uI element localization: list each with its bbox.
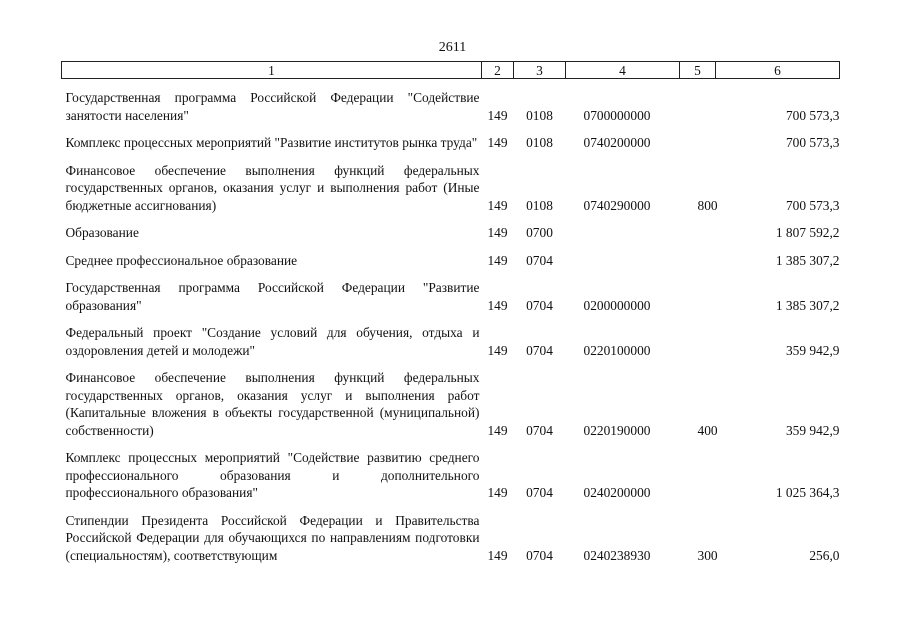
row-admin-code-cell: 149 [487,135,508,150]
row-section-code-cell: 0108 [526,197,553,213]
row-admin-code-cell: 149 [487,197,508,213]
row-target-code-cell [566,214,680,242]
header-col-3: 3 [514,62,566,79]
table-row [62,269,840,314]
row-amount-cell: 700 573,3 [785,197,840,213]
row-expense-type-cell: 300 [697,547,718,563]
table-row [62,124,840,152]
table-row [62,152,840,215]
header-col-5: 5 [680,62,716,79]
header-col-1: 1 [62,62,482,79]
row-target-code-cell: 0240238930 [583,547,651,563]
row-section-code-cell: 0108 [526,135,553,150]
row-name-cell: Финансовое обеспечение выполнения функций федеральных государственных органов, оказания услуг и выполнения работ (Иные бюджетные ассигнования) [65,162,480,213]
row-amount-cell: 359 942,9 [785,342,840,358]
row-section-code-cell: 0704 [526,297,553,313]
row-admin-code-cell: 149 [487,422,508,438]
row-expense-type-cell [680,314,716,359]
table-row [62,359,840,439]
row-target-code-cell: 0740200000 [583,135,651,150]
row-admin-code-cell: 149 [487,252,508,268]
row-admin-code-cell: 149 [487,107,508,123]
row-name-cell: Федеральный проект "Создание условий для обучения, отдыха и оздоровления детей и молодежи" [65,325,480,358]
row-name-cell: Образование [65,225,139,240]
header-col-6: 6 [716,62,840,79]
row-admin-code-cell: 149 [487,297,508,313]
table-row [62,502,840,565]
table-row [62,214,840,242]
row-expense-type-cell: 800 [697,197,718,213]
row-admin-code-cell: 149 [487,225,508,240]
row-section-code-cell: 0704 [526,547,553,563]
row-amount-cell: 700 573,3 [785,107,840,123]
table-row [62,79,840,125]
row-expense-type-cell [680,124,716,152]
row-section-code-cell: 0704 [526,485,553,500]
row-admin-code-cell: 149 [487,485,508,500]
row-name-cell: Государственная программа Российской Федерации "Развитие образования" [65,280,480,313]
row-name-cell: Среднее профессиональное образование [65,252,298,268]
row-target-code-cell: 0220100000 [583,342,651,358]
row-admin-code-cell: 149 [487,547,508,563]
budget-table [61,61,840,564]
row-target-code-cell [566,242,680,270]
row-amount-cell: 1 385 307,2 [775,252,840,268]
row-name-cell: Комплекс процессных мероприятий "Развитие институтов рынка труда" [65,135,478,150]
row-expense-type-cell: 400 [697,422,718,438]
row-target-code-cell: 0220190000 [583,422,651,438]
row-expense-type-cell [680,439,716,502]
table-row [62,314,840,359]
row-expense-type-cell [680,269,716,314]
row-name-cell: Комплекс процессных мероприятий "Содействие развитию среднего профессионального образования и дополнительного профессионального образования" [65,450,480,500]
row-section-code-cell: 0700 [526,225,553,240]
row-section-code-cell: 0704 [526,252,553,268]
table-row [62,439,840,502]
row-name-cell: Стипендии Президента Российской Федерации и Правительства Российской Федерации для обучающихся по направлениям подготовки (специальностям), соответствующим [65,512,480,563]
row-target-code-cell: 0200000000 [583,297,651,313]
row-expense-type-cell [680,242,716,270]
row-section-code-cell: 0108 [526,107,553,123]
row-amount-cell: 1 807 592,2 [775,225,840,240]
row-admin-code-cell: 149 [487,342,508,358]
row-section-code-cell: 0704 [526,342,553,358]
table-row [62,242,840,270]
row-expense-type-cell [680,79,716,125]
row-target-code-cell: 0240200000 [583,485,651,500]
header-row [62,62,840,79]
page-number: 2611 [438,40,467,55]
table-body [62,79,840,565]
header-col-2: 2 [482,62,514,79]
row-target-code-cell: 0700000000 [583,107,651,123]
row-name-cell: Финансовое обеспечение выполнения функций федеральных государственных органов, оказания услуг и выполнения работ (Капитальные вложения в объекты государственной (муниципальной) собственности) [65,370,480,438]
row-amount-cell: 700 573,3 [785,135,840,150]
row-amount-cell: 359 942,9 [785,422,840,438]
row-target-code-cell: 0740290000 [583,197,651,213]
row-section-code-cell: 0704 [526,422,553,438]
row-name-cell: Государственная программа Российской Федерации "Содействие занятости населения" [65,90,480,123]
header-col-4: 4 [566,62,680,79]
row-amount-cell: 1 385 307,2 [775,297,840,313]
row-amount-cell: 1 025 364,3 [775,485,840,500]
row-amount-cell: 256,0 [809,547,840,563]
row-expense-type-cell [680,214,716,242]
